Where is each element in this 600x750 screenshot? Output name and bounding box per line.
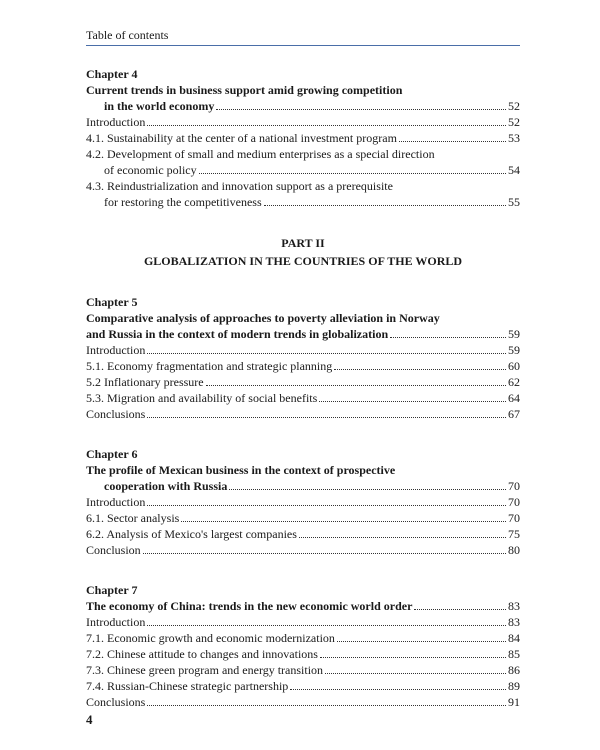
page-number: 59: [508, 327, 520, 341]
page-number: 54: [508, 163, 520, 177]
toc-entry[interactable]: [86, 494, 520, 510]
chapter-title-line: cooperation with Russia: [104, 479, 228, 493]
chapter-label: Chapter 6: [86, 447, 138, 461]
entry-title: 7.1. Economic growth and economic modernization: [86, 631, 335, 645]
page-number: 70: [508, 479, 520, 493]
dot-leader: [206, 385, 506, 386]
page-number: 60: [508, 359, 520, 373]
dot-leader: [147, 505, 506, 506]
entry-title: 5.3. Migration and availability of social benefits: [86, 391, 318, 405]
entry-title: for restoring the competitiveness: [104, 195, 262, 209]
chapter-label: Chapter 4: [86, 67, 138, 81]
dot-leader: [337, 641, 506, 642]
dot-leader: [216, 109, 506, 110]
toc-entry[interactable]: [86, 694, 520, 710]
dot-leader: [399, 141, 506, 142]
entry-title: Introduction: [86, 115, 146, 129]
entry-title: 4.1. Sustainability at the center of a national investment program: [86, 131, 397, 145]
page-number: 83: [508, 599, 520, 613]
toc-entry[interactable]: [86, 130, 520, 146]
dot-leader: [264, 205, 506, 206]
toc-entry[interactable]: [86, 526, 520, 542]
dot-leader: [299, 537, 506, 538]
chapter-title-line: The profile of Mexican business in the context of prospective: [86, 463, 396, 477]
toc-entry[interactable]: [86, 662, 520, 678]
entry-title: 6.1. Sector analysis: [86, 511, 180, 525]
dot-leader: [325, 673, 506, 674]
dot-leader: [147, 417, 506, 418]
part-label: PART II: [281, 236, 325, 250]
entry-title: Introduction: [86, 495, 146, 509]
dot-leader: [199, 173, 506, 174]
toc-entry[interactable]: [86, 358, 520, 374]
page-number: 86: [508, 663, 520, 677]
chapter-7: [86, 582, 520, 710]
toc-entry[interactable]: [86, 542, 520, 558]
dot-leader: [147, 353, 506, 354]
entry-title: of economic policy: [104, 163, 197, 177]
entry-title: Conclusions: [86, 407, 146, 421]
toc-entry[interactable]: [86, 326, 520, 342]
toc-entry[interactable]: [86, 614, 520, 630]
page-number: 83: [508, 615, 520, 629]
chapter-6: [86, 446, 520, 558]
dot-leader: [147, 705, 506, 706]
dot-leader: [147, 625, 506, 626]
toc-entry[interactable]: [86, 162, 520, 178]
page-number: 52: [508, 115, 520, 129]
entry-title-line: 4.2. Development of small and medium enterprises as a special direction: [86, 147, 435, 161]
dot-leader: [143, 553, 506, 554]
toc-entry[interactable]: [86, 510, 520, 526]
page-number: 89: [508, 679, 520, 693]
dot-leader: [319, 401, 506, 402]
chapter-title-line: Current trends in business support amid growing competition: [86, 83, 403, 97]
entry-title: 5.1. Economy fragmentation and strategic planning: [86, 359, 333, 373]
toc-entry[interactable]: [86, 406, 520, 422]
dot-leader: [414, 609, 506, 610]
running-header: Table of contents: [86, 28, 169, 42]
chapter-title-line: The economy of China: trends in the new economic world order: [86, 599, 413, 613]
toc-entry[interactable]: [86, 630, 520, 646]
chapter-label: Chapter 5: [86, 295, 138, 309]
header-rule: [86, 45, 520, 46]
dot-leader: [290, 689, 506, 690]
toc-entry[interactable]: [86, 646, 520, 662]
page-number: 85: [508, 647, 520, 661]
page-number: 59: [508, 343, 520, 357]
toc-entry[interactable]: [86, 598, 520, 614]
dot-leader: [181, 521, 506, 522]
page-number: 64: [508, 391, 520, 405]
toc-entry[interactable]: [86, 342, 520, 358]
dot-leader: [147, 125, 506, 126]
page-number: 91: [508, 695, 520, 709]
entry-title: 7.2. Chinese attitude to changes and innovations: [86, 647, 318, 661]
entry-title: 7.4. Russian-Chinese strategic partnership: [86, 679, 289, 693]
page-number: 84: [508, 631, 520, 645]
chapter-4: [86, 66, 520, 210]
chapter-title-line: and Russia in the context of modern trends in globalization: [86, 327, 389, 341]
entry-title: 6.2. Analysis of Mexico's largest companies: [86, 527, 297, 541]
toc-entry[interactable]: [86, 374, 520, 390]
chapter-label: Chapter 7: [86, 583, 138, 597]
dot-leader: [390, 337, 506, 338]
entry-title: 5.2 Inflationary pressure: [86, 375, 204, 389]
page-number-footer: 4: [86, 712, 93, 727]
dot-leader: [334, 369, 506, 370]
page-number: 62: [508, 375, 520, 389]
page-number: 70: [508, 511, 520, 525]
dot-leader: [229, 489, 506, 490]
chapter-title-line: in the world economy: [104, 99, 215, 113]
entry-title: Introduction: [86, 615, 146, 629]
toc-entry[interactable]: [86, 678, 520, 694]
toc-entry[interactable]: [86, 478, 520, 494]
toc-entry[interactable]: [86, 114, 520, 130]
toc-entry[interactable]: [86, 98, 520, 114]
entry-title-line: 4.3. Reindustrialization and innovation support as a prerequisite: [86, 179, 393, 193]
dot-leader: [320, 657, 506, 658]
page-number: 52: [508, 99, 520, 113]
toc-content: [86, 66, 520, 710]
page-number: 70: [508, 495, 520, 509]
chapter-5: [86, 294, 520, 422]
toc-entry[interactable]: [86, 390, 520, 406]
page-number: 55: [508, 195, 520, 209]
chapter-title-line: Comparative analysis of approaches to poverty alleviation in Norway: [86, 311, 440, 325]
page-number: 80: [508, 543, 520, 557]
entry-title: Conclusions: [86, 695, 146, 709]
part-title: GLOBALIZATION IN THE COUNTRIES OF THE WORLD: [143, 254, 463, 268]
page-number: 53: [508, 131, 520, 145]
entry-title: 7.3. Chinese green program and energy transition: [86, 663, 324, 677]
entry-title: Conclusion: [86, 543, 141, 557]
toc-entry[interactable]: [86, 194, 520, 210]
entry-title: Introduction: [86, 343, 146, 357]
page-number: 75: [508, 527, 520, 541]
page-number: 67: [508, 407, 520, 421]
